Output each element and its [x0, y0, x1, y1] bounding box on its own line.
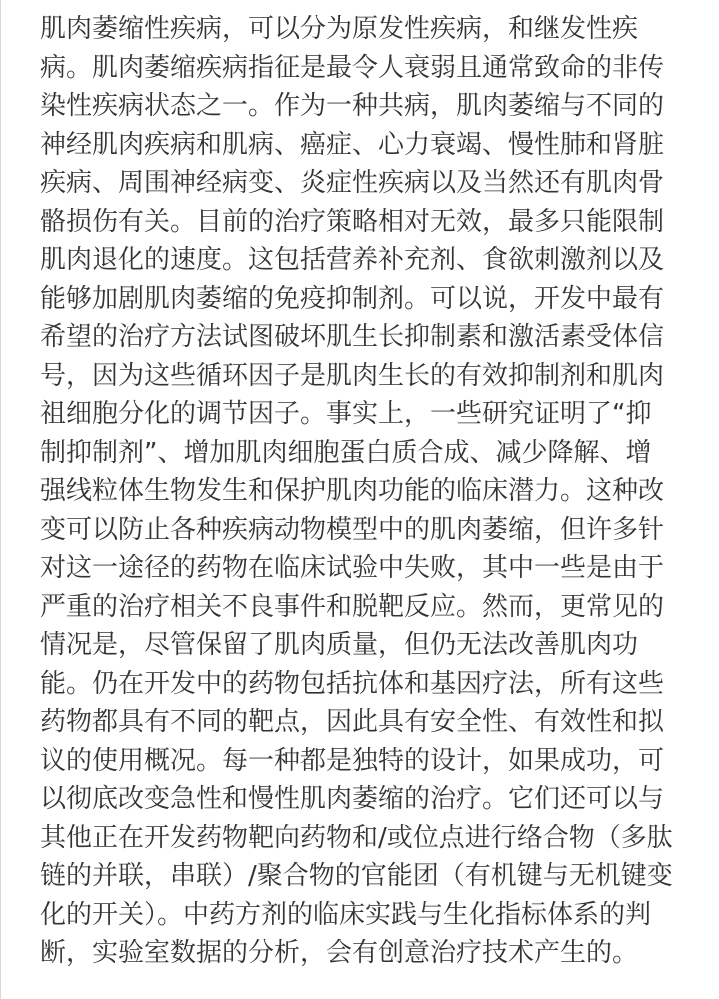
text-line: 制抑制剂”、增加肌肉细胞蛋白质合成、减少降解、增: [40, 437, 652, 468]
text-line: 能够加剧肌肉萎缩的免疫抑制剂。可以说，开发中最有: [40, 283, 665, 314]
text-line: 其他正在开发药物靶向药物和/或位点进行络合物（多肽: [40, 822, 673, 853]
text-line: 肌肉退化的速度。这包括营养补充剂、食欲刺激剂以及: [40, 245, 665, 275]
text-line: 对这一途径的药物在临床试验中失败，其中一些是由于: [40, 553, 665, 583]
text-line: 号，因为这些循环因子是肌肉生长的有效抑制剂和肌肉: [40, 360, 665, 391]
text-line: 疾病、周围神经病变、炎症性疾病以及当然还有肌肉骨: [40, 168, 665, 198]
text-line: 骼损伤有关。目前的治疗策略相对无效，最多只能限制: [40, 206, 665, 237]
text-line: 神经肌肉疾病和肌病、癌症、心力衰竭、慢性肺和肾脏: [40, 129, 665, 160]
text-line: 祖细胞分化的调节因子。事实上，一些研究证明了“抑: [40, 399, 652, 429]
text-line: 断，实验室数据的分析，会有创意治疗技术产生的。: [40, 938, 639, 968]
text-line: 药物都具有不同的靶点，因此具有安全性、有效性和拟: [40, 707, 665, 737]
text-line: 议的使用概况。每一种都是独特的设计，如果成功，可: [40, 745, 665, 776]
text-line: 染性疾病状态之一。作为一种共病，肌肉萎缩与不同的: [40, 91, 665, 121]
text-line: 严重的治疗相关不良事件和脱靶反应。然而，更常见的: [40, 591, 665, 622]
text-line: 变可以防止各种疾病动物模型中的肌肉萎缩，但许多针: [40, 514, 665, 545]
article-body: [40, 10, 680, 973]
text-line: 强线粒体生物发生和保护肌肉功能的临床潜力。这种改: [40, 476, 665, 506]
text-line: 病。肌肉萎缩疾病指征是最令人衰弱且通常致命的非传: [40, 52, 665, 83]
text-line: 情况是，尽管保留了肌肉质量，但仍无法改善肌肉功: [40, 630, 639, 660]
text-line: 链的并联，串联）/聚合物的官能团（有机键与无机键变: [40, 861, 673, 891]
text-line: 肌肉萎缩性疾病，可以分为原发性疾病，和继发性疾: [40, 14, 639, 44]
text-line: 化的开关）。中药方剂的临床实践与生化指标体系的判: [40, 899, 652, 930]
text-line: 以彻底改变急性和慢性肌肉萎缩的治疗。它们还可以与: [40, 784, 665, 814]
text-line: 希望的治疗方法试图破坏肌生长抑制素和激活素受体信: [40, 322, 665, 352]
text-line: 能。仍在开发中的药物包括抗体和基因疗法，所有这些: [40, 668, 665, 699]
